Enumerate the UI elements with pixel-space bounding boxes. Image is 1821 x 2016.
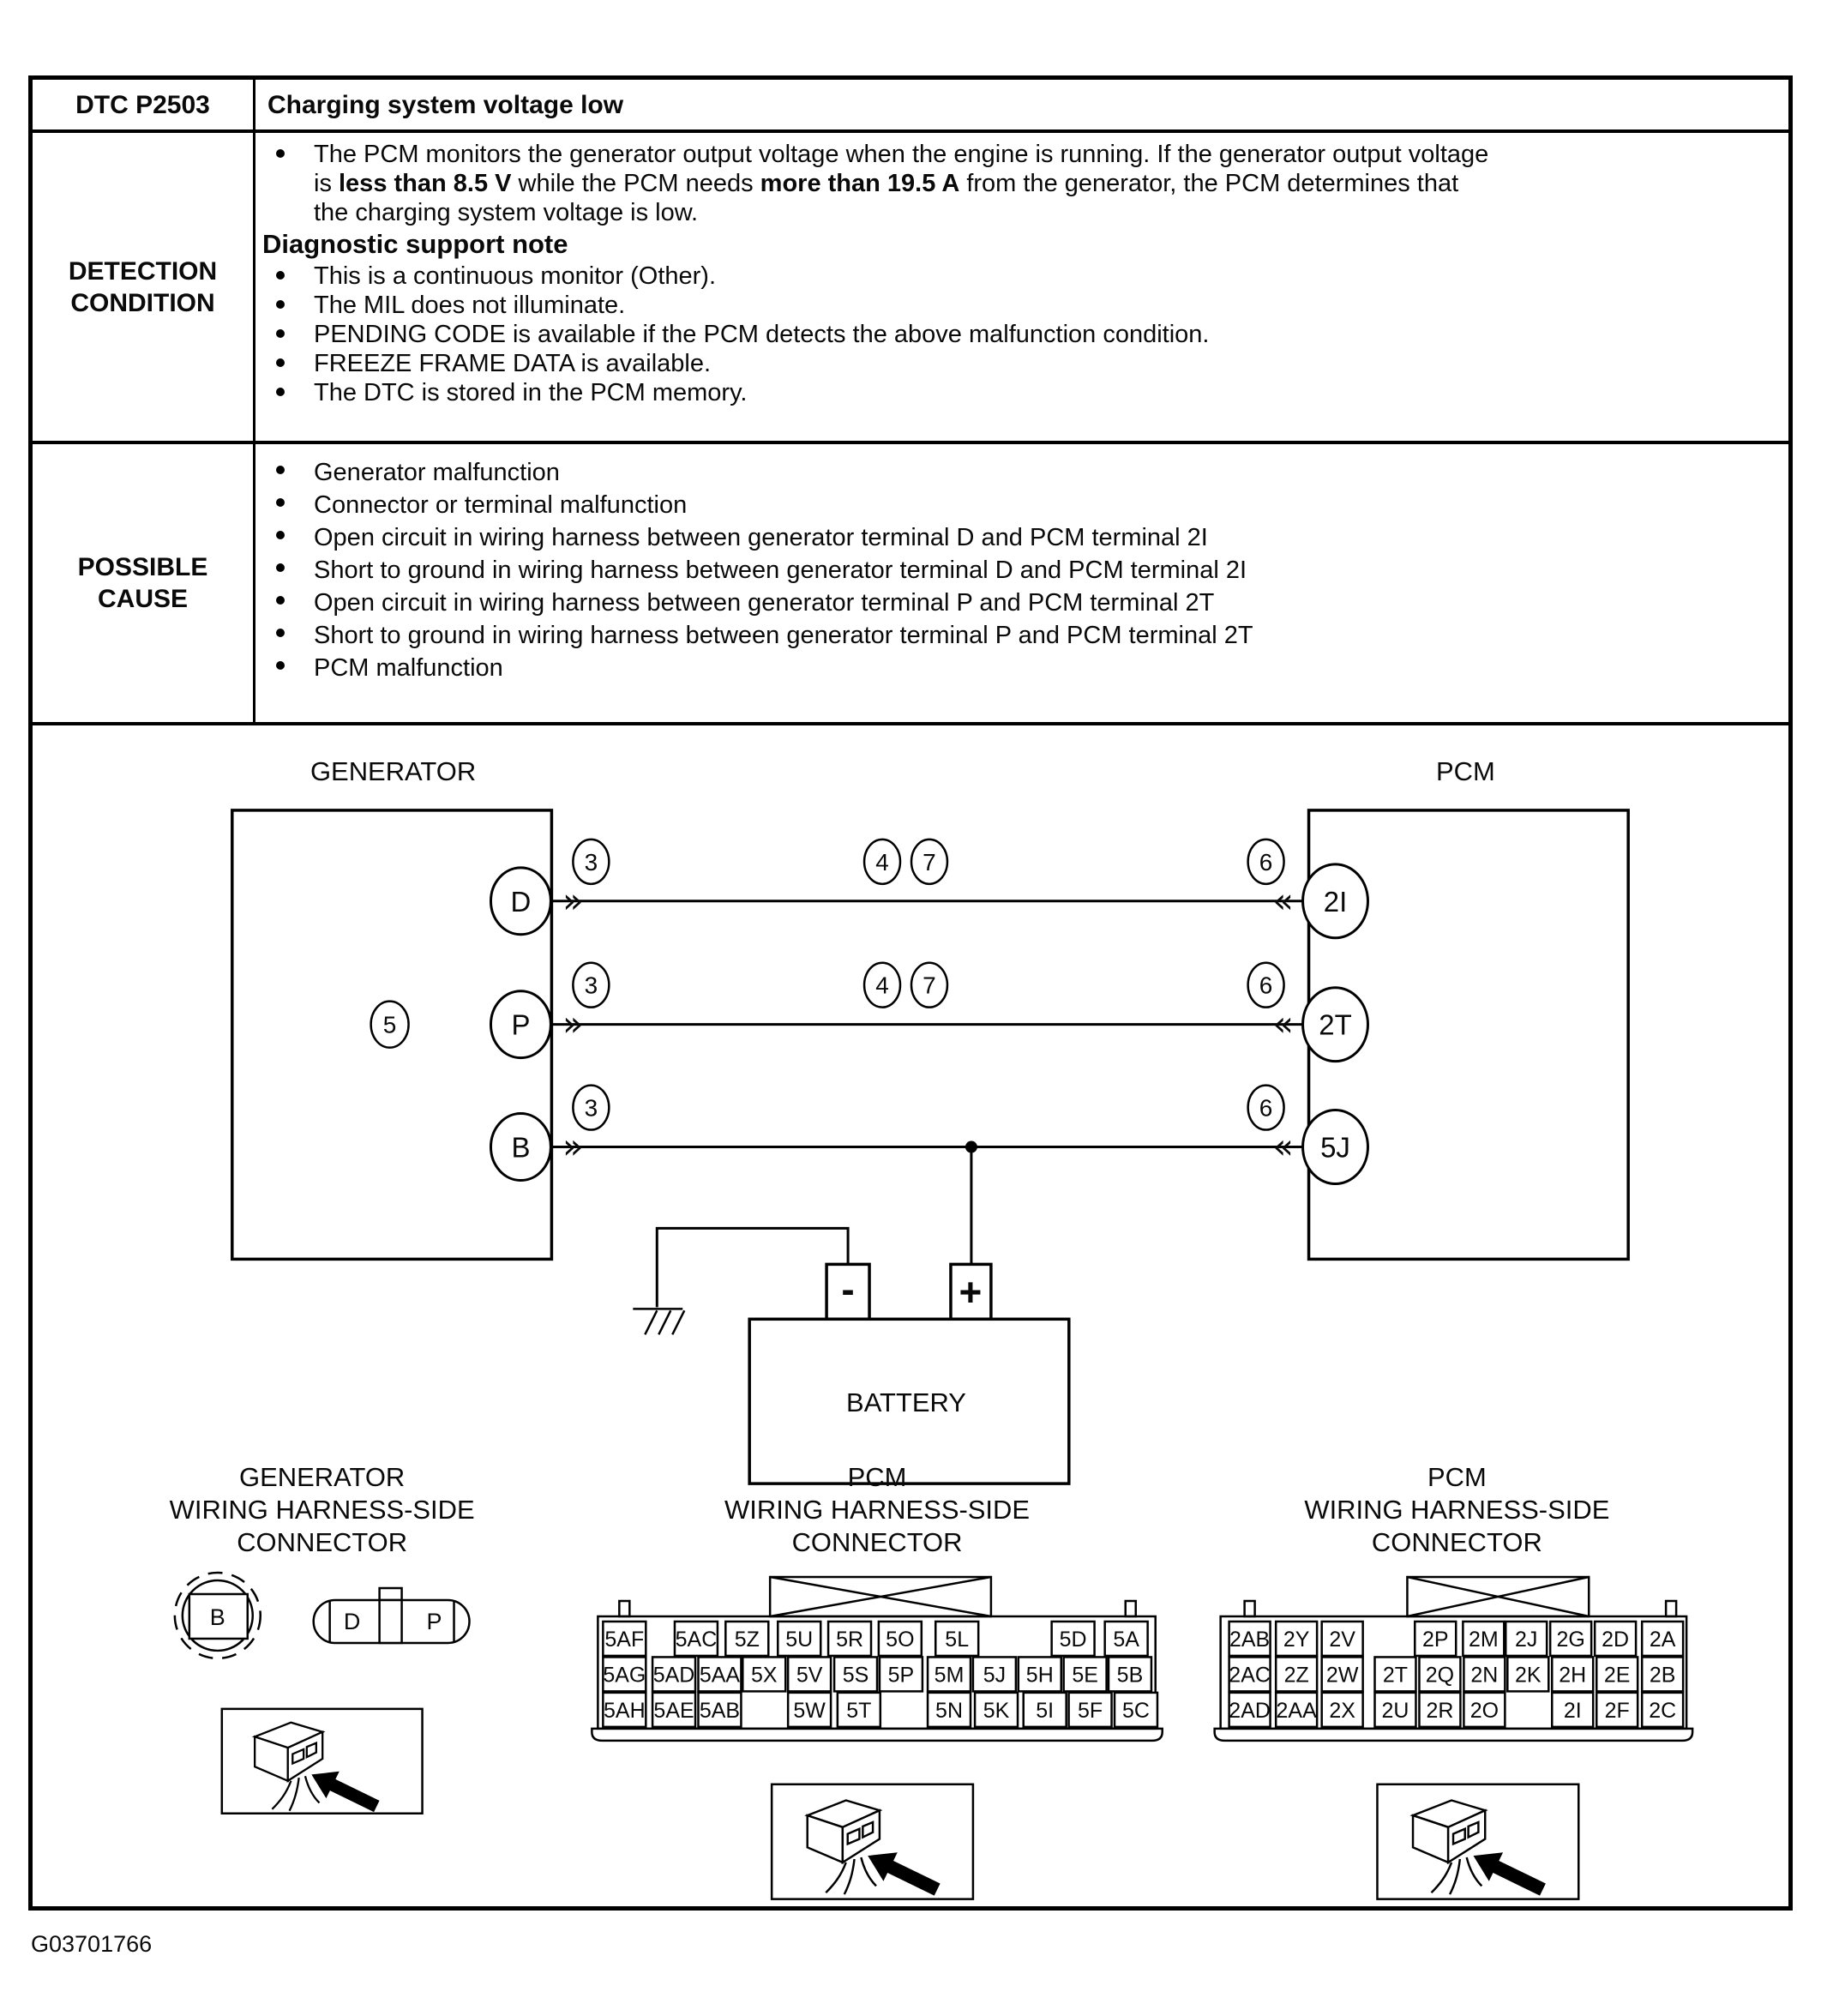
pin-label-2AD: 2AD	[1229, 1698, 1271, 1723]
circled-number-4	[864, 839, 900, 884]
pin-label-2Y: 2Y	[1283, 1627, 1310, 1652]
detection-bullet: PENDING CODE is available if the PCM detects the above malfunction condition.	[261, 320, 1780, 349]
pin-d-label: D	[343, 1608, 361, 1634]
detection-condition-content	[255, 133, 1788, 441]
cause-bullet: Connector or terminal malfunction	[261, 489, 1780, 521]
chevron-right-icon: »	[562, 1127, 584, 1167]
pin-label-5R: 5R	[836, 1627, 864, 1652]
svg-text:WIRING HARNESS-SIDE: WIRING HARNESS-SIDE	[724, 1495, 1031, 1526]
terminal-2t-label: 2T	[1319, 1008, 1352, 1041]
terminal-5j-label: 5J	[1320, 1131, 1350, 1164]
pin-label-5Z: 5Z	[734, 1627, 760, 1652]
svg-text:6: 6	[1259, 1094, 1273, 1122]
detection-bullet: This is a continuous monitor (Other).	[261, 262, 1780, 291]
svg-text:7: 7	[923, 848, 936, 876]
svg-text:CONNECTOR: CONNECTOR	[237, 1527, 408, 1558]
pin-label-5L: 5L	[945, 1627, 970, 1652]
pin-label-2D: 2D	[1602, 1627, 1630, 1652]
pin-label-2I: 2I	[1563, 1698, 1582, 1723]
pin-label-5AH: 5AH	[604, 1698, 646, 1723]
dtc-code: DTC P2503	[33, 80, 255, 129]
battery-plus-sign: +	[959, 1269, 983, 1315]
svg-text:6: 6	[1259, 972, 1273, 999]
generator-connector-photo-box	[222, 1709, 423, 1820]
cause-bullet: Short to ground in wiring harness between generator terminal P and PCM terminal 2T	[261, 619, 1780, 652]
generator-connector-title	[170, 1462, 475, 1557]
pin-label-5T: 5T	[846, 1698, 872, 1723]
cause-bullet: Open circuit in wiring harness between generator terminal D and PCM terminal 2I	[261, 521, 1780, 554]
pin-label-2M: 2M	[1468, 1627, 1499, 1652]
svg-text:6: 6	[1259, 848, 1273, 876]
pin-label-2AC: 2AC	[1229, 1663, 1271, 1688]
wiring-diagram-area	[33, 725, 1788, 1911]
pin-label-5O: 5O	[886, 1627, 915, 1652]
terminal-p-label: P	[511, 1008, 531, 1041]
pin-label-5V: 5V	[796, 1663, 823, 1688]
battery-negative-wire	[657, 1228, 848, 1307]
circled-number-6	[1248, 963, 1284, 1008]
chevron-right-icon: »	[562, 1004, 584, 1044]
pin-label-5S: 5S	[842, 1663, 869, 1688]
pin-label-5P: 5P	[887, 1663, 915, 1688]
pin-label-2Q: 2Q	[1425, 1663, 1455, 1688]
pin-label-5A: 5A	[1113, 1627, 1139, 1652]
pin-label-5I: 5I	[1036, 1698, 1055, 1723]
pin-label-5C: 5C	[1122, 1698, 1150, 1723]
pin-label-5AE: 5AE	[653, 1698, 694, 1723]
cause-bullet: Open circuit in wiring harness between generator terminal P and PCM terminal 2T	[261, 587, 1780, 619]
pin-label-5D: 5D	[1059, 1627, 1087, 1652]
circled-number-5	[371, 1002, 409, 1048]
pin-label-2N: 2N	[1470, 1663, 1499, 1688]
pin-label-5AF: 5AF	[604, 1627, 645, 1652]
svg-text:CONNECTOR: CONNECTOR	[1371, 1527, 1542, 1558]
pin-label-5H: 5H	[1025, 1663, 1054, 1688]
pin-label-5B: 5B	[1116, 1663, 1144, 1688]
dtc-header-row	[33, 80, 1788, 133]
pin-label-2O: 2O	[1469, 1698, 1499, 1723]
pin-label-5J: 5J	[983, 1663, 1007, 1688]
pin-label-2Z: 2Z	[1283, 1663, 1309, 1688]
pin-label-2F: 2F	[1604, 1698, 1630, 1723]
cause-bullet: Short to ground in wiring harness between generator terminal D and PCM terminal 2I	[261, 554, 1780, 587]
pin-label-2X: 2X	[1329, 1698, 1355, 1723]
svg-text:WIRING HARNESS-SIDE: WIRING HARNESS-SIDE	[169, 1495, 475, 1526]
circled-number-4	[864, 963, 900, 1008]
pin-label-2P: 2P	[1421, 1627, 1449, 1652]
circled-number-3	[573, 963, 609, 1008]
svg-text:PCM: PCM	[1427, 1462, 1487, 1493]
chevron-left-icon: «	[1272, 1004, 1294, 1044]
terminal-d-label: D	[510, 885, 532, 918]
detection-bullet: FREEZE FRAME DATA is available.	[261, 349, 1780, 378]
pin-label-5K: 5K	[983, 1698, 1010, 1723]
pin-label-5AC: 5AC	[675, 1627, 718, 1652]
chevron-left-icon: «	[1272, 881, 1294, 921]
svg-text:3: 3	[584, 972, 598, 999]
pcm2-connector-grid	[1229, 1622, 1683, 1727]
terminal-2i-label: 2I	[1323, 885, 1348, 918]
possible-cause-label: POSSIBLE CAUSE	[33, 444, 255, 722]
circled-number-3	[573, 1086, 609, 1130]
pin-label-2K: 2K	[1515, 1663, 1542, 1688]
possible-cause-row	[33, 444, 1788, 725]
cause-bullet: PCM malfunction	[261, 652, 1780, 684]
pin-label-2U: 2U	[1381, 1698, 1409, 1723]
circled-number-7	[911, 839, 947, 884]
svg-text:GENERATOR: GENERATOR	[239, 1462, 406, 1493]
pin-b-label: B	[209, 1604, 225, 1630]
circled-number-3	[573, 839, 609, 884]
pin-label-2C: 2C	[1649, 1698, 1677, 1723]
pcm5-connector-grid	[603, 1622, 1157, 1727]
pin-label-2W: 2W	[1325, 1663, 1359, 1688]
circled-number-6	[1248, 1086, 1284, 1130]
pin-label-5E: 5E	[1072, 1663, 1098, 1688]
svg-text:3: 3	[584, 848, 598, 876]
diagnostic-support-note-heading: Diagnostic support note	[262, 229, 568, 259]
pin-label-2H: 2H	[1559, 1663, 1587, 1688]
dtc-title: Charging system voltage low	[267, 91, 624, 119]
pin-label-5F: 5F	[1078, 1698, 1103, 1723]
pin-p-label: P	[426, 1608, 442, 1634]
pin-label-5AA: 5AA	[699, 1663, 741, 1688]
svg-text:4: 4	[875, 972, 889, 999]
pin-label-5M: 5M	[934, 1663, 965, 1688]
pin-label-2A: 2A	[1649, 1627, 1676, 1652]
pin-label-5AG: 5AG	[603, 1663, 646, 1688]
detection-condition-label: DETECTION CONDITION	[33, 133, 255, 441]
pcm5-connector-photo-box	[772, 1784, 973, 1905]
pcm-box-label: PCM	[1435, 755, 1495, 786]
detection-condition-row	[33, 133, 1788, 444]
circled-number-6	[1248, 839, 1284, 884]
pin-label-2AB: 2AB	[1229, 1627, 1271, 1652]
generator-box-label: GENERATOR	[310, 755, 477, 786]
possible-cause-content	[255, 444, 1788, 722]
svg-text:5: 5	[382, 1011, 397, 1038]
dtc-document-table	[28, 75, 1793, 1911]
wiring-diagram-svg	[33, 725, 1788, 1911]
pin-label-2B: 2B	[1649, 1663, 1676, 1688]
svg-text:WIRING HARNESS-SIDE: WIRING HARNESS-SIDE	[1304, 1495, 1610, 1526]
pin-label-2J: 2J	[1515, 1627, 1538, 1652]
chevron-right-icon: »	[562, 881, 584, 921]
pin-label-2E: 2E	[1603, 1663, 1631, 1688]
pcm2-connector-title	[1304, 1462, 1609, 1557]
battery-label: BATTERY	[846, 1387, 966, 1418]
pcm2-connector-photo-box	[1377, 1784, 1578, 1905]
ground-symbol	[633, 1309, 684, 1334]
generator-oval-connector	[314, 1588, 470, 1643]
svg-text:3: 3	[584, 1094, 598, 1122]
pin-label-5W: 5W	[793, 1698, 826, 1723]
pin-label-5N: 5N	[935, 1698, 963, 1723]
svg-text:4: 4	[875, 848, 889, 876]
pin-label-2AA: 2AA	[1276, 1698, 1317, 1723]
figure-id: G03701766	[31, 1931, 153, 1957]
detection-bullet: The DTC is stored in the PCM memory.	[261, 378, 1780, 407]
pin-label-2R: 2R	[1426, 1698, 1454, 1723]
generator-round-connector	[175, 1573, 261, 1658]
detection-bullet: The MIL does not illuminate.	[261, 291, 1780, 320]
terminal-b-label: B	[511, 1131, 531, 1164]
svg-text:PCM: PCM	[847, 1462, 907, 1493]
pin-label-2T: 2T	[1382, 1663, 1409, 1688]
pin-label-2V: 2V	[1329, 1627, 1355, 1652]
svg-text:7: 7	[923, 972, 936, 999]
battery-minus-sign: -	[841, 1267, 855, 1312]
pin-label-5X: 5X	[750, 1663, 778, 1688]
pin-label-5AD: 5AD	[652, 1663, 695, 1688]
pin-label-5AB: 5AB	[699, 1698, 741, 1723]
detection-main-bullet: The PCM monitors the generator output voltage when the engine is running. If the generator output voltage is less than 8.5 V while the PCM needs more than 19.5 A from the generator, the PCM determines that the charging system voltage is low.	[261, 140, 1780, 227]
svg-text:CONNECTOR: CONNECTOR	[791, 1527, 963, 1558]
circled-number-7	[911, 963, 947, 1008]
cause-bullet: Generator malfunction	[261, 456, 1780, 489]
pin-label-2G: 2G	[1556, 1627, 1585, 1652]
chevron-left-icon: «	[1272, 1127, 1294, 1167]
pin-label-5U: 5U	[785, 1627, 814, 1652]
